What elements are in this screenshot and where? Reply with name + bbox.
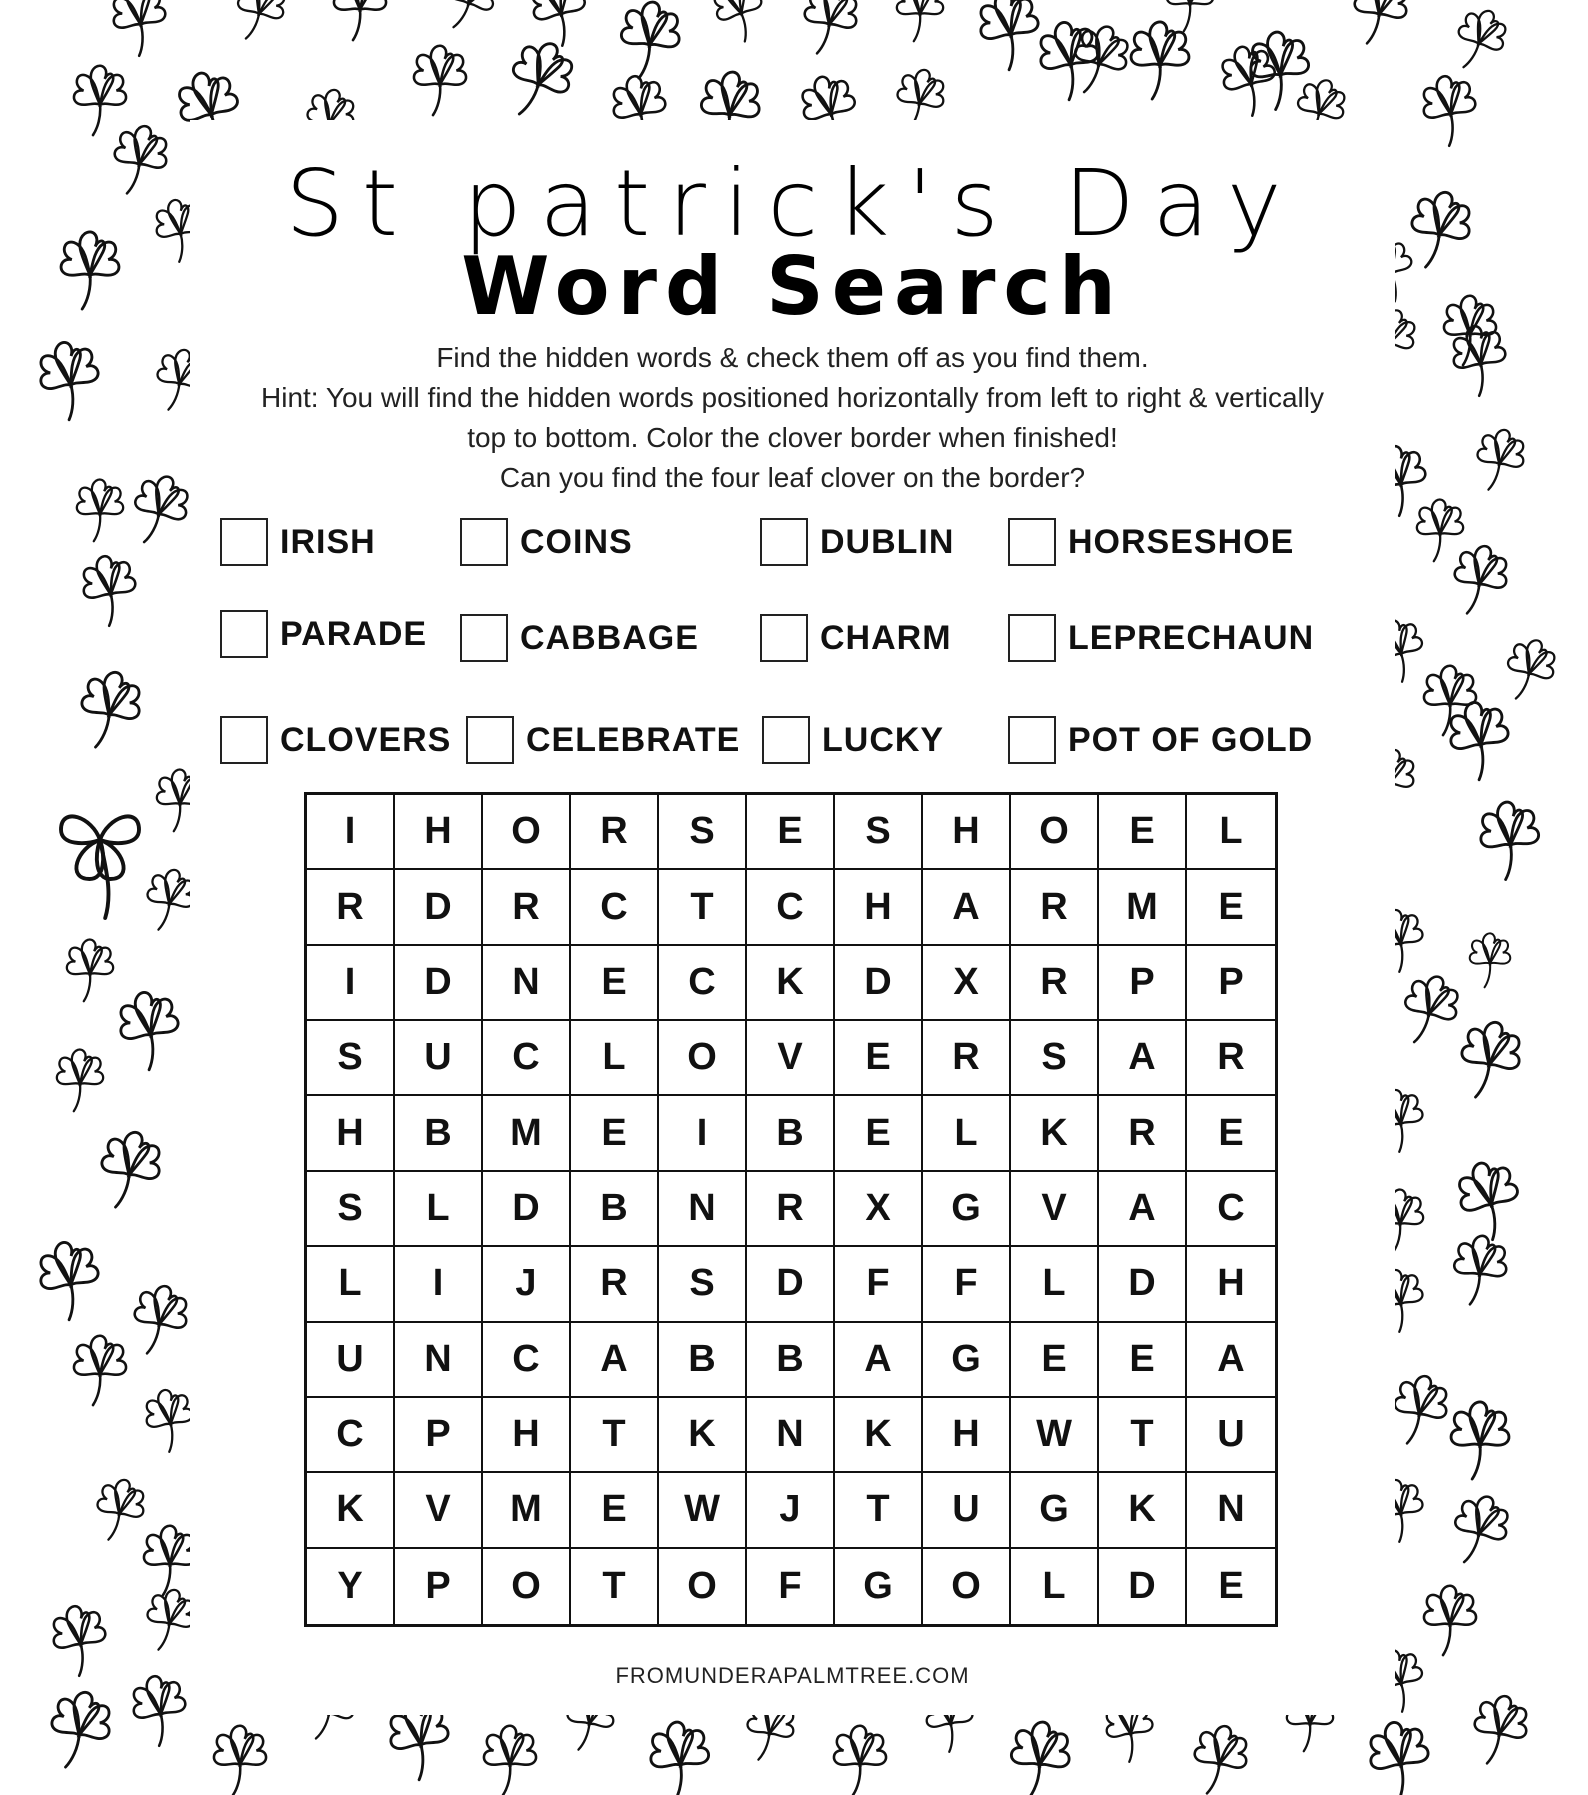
grid-cell[interactable]: D xyxy=(835,946,923,1021)
word-item xyxy=(460,614,699,662)
grid-cell[interactable]: W xyxy=(659,1473,747,1548)
grid-cell[interactable]: V xyxy=(395,1473,483,1548)
word-label: LEPRECHAUN xyxy=(1068,618,1315,657)
grid-cell[interactable]: F xyxy=(747,1549,835,1624)
word-label: CHARM xyxy=(820,618,952,657)
grid-cell[interactable]: R xyxy=(923,1021,1011,1096)
grid-cell[interactable]: U xyxy=(923,1473,1011,1548)
grid-cell[interactable]: K xyxy=(1011,1096,1099,1171)
shamrock-icon xyxy=(1451,1234,1509,1308)
shamrock-icon xyxy=(1066,20,1134,100)
shamrock-icon xyxy=(108,0,171,59)
shamrock-icon xyxy=(1445,697,1515,783)
grid-cell[interactable]: H xyxy=(835,870,923,945)
word-checkbox[interactable] xyxy=(760,614,808,662)
shamrock-icon xyxy=(48,1602,111,1679)
word-checkbox[interactable] xyxy=(220,518,268,566)
grid-cell[interactable]: E xyxy=(1218,1564,1244,1607)
word-checkbox[interactable] xyxy=(460,518,508,566)
grid-cell[interactable]: R xyxy=(747,1172,835,1247)
grid-cell[interactable]: E xyxy=(571,1096,659,1171)
grid-cell[interactable]: G xyxy=(923,1323,1011,1398)
grid-cell[interactable]: B xyxy=(571,1172,659,1247)
grid-cell[interactable]: T xyxy=(659,870,747,945)
shamrock-icon xyxy=(35,1237,105,1323)
grid-cell[interactable]: N xyxy=(395,1323,483,1398)
grid-cell[interactable]: H xyxy=(395,795,483,870)
grid-cell[interactable]: S xyxy=(307,1172,395,1247)
instruction-line: Find the hidden words & check them off as you find them. xyxy=(436,342,1149,373)
grid-cell[interactable]: I xyxy=(659,1096,747,1171)
grid-cell[interactable]: D xyxy=(483,1172,571,1247)
grid-cell[interactable]: U xyxy=(1187,1398,1275,1473)
shamrock-icon xyxy=(414,46,466,115)
grid-cell[interactable]: U xyxy=(395,1021,483,1096)
word-item xyxy=(220,716,451,764)
word-checkbox[interactable] xyxy=(220,716,268,764)
instruction-line: Can you find the four leaf clover on the border? xyxy=(499,462,1086,493)
grid-cell[interactable]: N xyxy=(747,1398,835,1473)
word-item xyxy=(1008,614,1314,662)
grid-cell[interactable]: X xyxy=(835,1172,923,1247)
shamrock-icon xyxy=(897,0,943,41)
grid-cell[interactable]: W xyxy=(1011,1398,1099,1473)
grid-cell[interactable]: H xyxy=(483,1398,571,1473)
shamrock-icon xyxy=(708,0,773,47)
shamrock-icon xyxy=(1500,635,1561,707)
word-item xyxy=(466,716,740,764)
grid-cell[interactable]: E xyxy=(1011,1323,1099,1398)
shamrock-icon xyxy=(798,0,861,59)
instructions xyxy=(190,338,1395,498)
grid-cell[interactable]: C xyxy=(659,946,747,1021)
grid-cell[interactable]: M xyxy=(483,1473,571,1548)
word-checkbox[interactable] xyxy=(760,518,808,566)
grid-cell[interactable]: L xyxy=(1011,1549,1099,1624)
grid-cell[interactable]: N xyxy=(1187,1473,1275,1548)
shamrock-icon xyxy=(1167,0,1213,31)
grid-cell[interactable]: P xyxy=(395,1398,483,1473)
shamrock-icon xyxy=(57,1050,103,1112)
grid-cell[interactable]: R xyxy=(483,870,571,945)
word-item xyxy=(1008,716,1313,764)
word-item xyxy=(1008,518,1294,566)
grid-cell[interactable]: A xyxy=(1099,1172,1187,1247)
shamrock-icon xyxy=(1417,500,1463,562)
grid-cell[interactable]: Y xyxy=(307,1549,395,1624)
grid-cell[interactable]: C xyxy=(483,1323,571,1398)
shamrock-icon xyxy=(1216,40,1284,120)
shamrock-icon xyxy=(1470,933,1511,987)
grid-cell[interactable]: E xyxy=(835,1021,923,1096)
grid-cell[interactable]: P xyxy=(395,1549,483,1624)
grid-cell[interactable]: L xyxy=(1011,1247,1099,1322)
word-item xyxy=(762,716,944,764)
grid-cell[interactable]: M xyxy=(483,1096,571,1171)
grid-cell[interactable]: H xyxy=(1187,1247,1275,1322)
shamrock-icon xyxy=(35,337,105,423)
shamrock-icon xyxy=(92,1476,148,1545)
grid-cell[interactable]: S xyxy=(659,795,747,870)
word-checkbox[interactable] xyxy=(466,716,514,764)
grid-cell[interactable]: S xyxy=(835,795,923,870)
shamrock-icon xyxy=(1365,1717,1435,1795)
grid-cell[interactable]: S xyxy=(659,1247,747,1322)
grid-cell[interactable]: R xyxy=(307,870,395,945)
grid-cell[interactable]: O xyxy=(483,795,571,870)
shamrock-icon xyxy=(526,0,594,51)
page-title-line1: St patrick's Day xyxy=(285,150,1300,257)
grid-cell[interactable]: G xyxy=(1011,1473,1099,1548)
grid-cell[interactable]: A xyxy=(1099,1021,1187,1096)
grid-cell[interactable]: E xyxy=(835,1096,923,1171)
shamrock-icon xyxy=(1455,1017,1525,1103)
grid-cell[interactable]: A xyxy=(923,870,1011,945)
grid-cell[interactable]: T xyxy=(835,1473,923,1548)
grid-cell[interactable]: C xyxy=(307,1398,395,1473)
grid-cell[interactable]: O xyxy=(659,1549,747,1624)
shamrock-icon xyxy=(1478,800,1542,882)
word-label: CELEBRATE xyxy=(526,720,741,759)
shamrock-icon xyxy=(75,667,145,753)
grid-cell[interactable]: T xyxy=(571,1549,659,1624)
grid-cell[interactable]: E xyxy=(1187,1096,1275,1171)
grid-cell[interactable]: V xyxy=(1011,1172,1099,1247)
grid-cell[interactable]: D xyxy=(395,870,483,945)
grid-cell[interactable]: K xyxy=(659,1398,747,1473)
grid-cell[interactable]: D xyxy=(747,1247,835,1322)
word-checkbox[interactable] xyxy=(1008,518,1056,566)
word-item xyxy=(220,518,376,566)
word-label: CABBAGE xyxy=(520,618,699,657)
grid-cell[interactable]: S xyxy=(307,1021,395,1096)
shamrock-icon xyxy=(1451,1402,1509,1479)
grid-cell[interactable]: B xyxy=(659,1323,747,1398)
shamrock-icon xyxy=(1348,0,1411,49)
grid-cell[interactable]: E xyxy=(747,795,835,870)
shamrock-icon xyxy=(499,34,580,126)
grid-cell[interactable]: N xyxy=(659,1172,747,1247)
word-checkbox[interactable] xyxy=(460,614,508,662)
footer-url: FROMUNDERAPALMTREE.COM xyxy=(615,1663,970,1688)
shamrock-icon xyxy=(1008,1720,1072,1795)
instruction-line: Hint: You will find the hidden words positioned horizontally from left to right & vertically xyxy=(261,382,1324,413)
word-label: COINS xyxy=(520,522,633,561)
grid-cell[interactable]: J xyxy=(747,1473,835,1548)
grid-cell[interactable]: L xyxy=(1187,795,1275,870)
grid-cell[interactable]: D xyxy=(1099,1549,1187,1624)
grid-cell[interactable]: S xyxy=(1011,1021,1099,1096)
shamrock-icon xyxy=(45,1687,115,1773)
word-item xyxy=(760,518,954,566)
shamrock-icon xyxy=(334,0,386,40)
word-search-grid xyxy=(304,792,1278,1627)
instruction-line: top to bottom. Color the clover border when finished! xyxy=(467,422,1118,453)
grid-cell[interactable]: F xyxy=(835,1247,923,1322)
shamrock-icon xyxy=(230,0,291,46)
shamrock-icon xyxy=(95,1127,165,1213)
word-checkbox[interactable] xyxy=(1008,716,1056,764)
shamrock-icon xyxy=(1472,426,1528,495)
grid-cell[interactable]: A xyxy=(1187,1323,1275,1398)
grid-cell[interactable]: R xyxy=(1187,1021,1275,1096)
shamrock-icon xyxy=(144,1526,196,1595)
grid-cell[interactable]: L xyxy=(395,1172,483,1247)
shamrock-icon xyxy=(1446,1490,1514,1570)
word-checkbox[interactable] xyxy=(762,716,810,764)
shamrock-icon xyxy=(1468,1692,1531,1769)
shamrock-icon xyxy=(1452,1156,1528,1245)
grid-cell[interactable]: R xyxy=(1099,1096,1187,1171)
grid-cell[interactable]: B xyxy=(395,1096,483,1171)
shamrock-icon xyxy=(115,987,185,1073)
grid-cell[interactable]: C xyxy=(747,870,835,945)
grid-cell[interactable]: V xyxy=(747,1021,835,1096)
grid-cell[interactable]: R xyxy=(1011,870,1099,945)
grid-cell[interactable]: D xyxy=(1099,1247,1187,1322)
word-label: IRISH xyxy=(280,522,376,561)
shamrock-icon xyxy=(74,66,126,135)
grid-cell[interactable]: C xyxy=(483,1021,571,1096)
grid-cell[interactable]: E xyxy=(1099,795,1187,870)
grid-cell[interactable]: B xyxy=(747,1323,835,1398)
grid-cell[interactable]: E xyxy=(571,1473,659,1548)
grid-cell[interactable]: R xyxy=(571,1247,659,1322)
shamrock-icon xyxy=(1188,1722,1251,1795)
grid-cell[interactable]: L xyxy=(571,1021,659,1096)
shamrock-icon xyxy=(128,1282,191,1359)
shamrock-icon xyxy=(67,940,113,1002)
grid-cell[interactable]: H xyxy=(923,795,1011,870)
grid-cell[interactable]: A xyxy=(835,1323,923,1398)
grid-cell[interactable]: K xyxy=(747,946,835,1021)
shamrock-icon xyxy=(1444,296,1496,365)
grid-cell[interactable]: O xyxy=(923,1549,1011,1624)
grid-cell[interactable]: D xyxy=(395,946,483,1021)
grid-cell[interactable]: B xyxy=(747,1096,835,1171)
grid-cell[interactable]: I xyxy=(307,795,395,870)
page-title-line2: Word Search xyxy=(461,240,1124,333)
grid-cell[interactable]: L xyxy=(923,1096,1011,1171)
grid-cell[interactable]: R xyxy=(571,795,659,870)
grid-cell[interactable]: A xyxy=(571,1323,659,1398)
shamrock-icon xyxy=(438,0,503,37)
word-label: POT OF GOLD xyxy=(1068,720,1314,759)
shamrock-icon xyxy=(61,232,119,309)
shamrock-icon xyxy=(1388,1372,1451,1449)
grid-cell[interactable]: I xyxy=(307,946,395,1021)
grid-cell[interactable]: C xyxy=(1187,1172,1275,1247)
grid-cell[interactable]: M xyxy=(1099,870,1187,945)
shamrock-icon xyxy=(648,1720,712,1795)
shamrock-icon xyxy=(214,1726,266,1795)
shamrock-icon xyxy=(834,1726,886,1795)
grid-cell[interactable]: P xyxy=(1099,946,1187,1021)
grid-cell[interactable]: K xyxy=(307,1473,395,1548)
grid-cell[interactable]: G xyxy=(835,1549,923,1624)
shamrock-icon xyxy=(975,0,1045,73)
grid-cell[interactable]: U xyxy=(307,1323,395,1398)
word-label: HORSESHOE xyxy=(1068,522,1295,561)
word-item xyxy=(460,518,633,566)
shamrock-icon xyxy=(1424,1586,1476,1655)
grid-cell[interactable]: X xyxy=(923,946,1011,1021)
grid-cell[interactable]: C xyxy=(571,870,659,945)
grid-cell[interactable]: E xyxy=(1099,1323,1187,1398)
grid-cell[interactable]: H xyxy=(307,1096,395,1171)
shamrock-icon xyxy=(74,1336,126,1405)
word-label: PARADE xyxy=(280,614,428,653)
grid-cell[interactable]: N xyxy=(483,946,571,1021)
grid-cell[interactable]: E xyxy=(1187,870,1275,945)
word-checkbox[interactable] xyxy=(220,610,268,658)
shamrock-icon xyxy=(108,122,171,199)
shamrock-icon xyxy=(1405,187,1475,273)
grid-cell[interactable]: T xyxy=(571,1398,659,1473)
grid-cell[interactable]: T xyxy=(1099,1398,1187,1473)
grid-cell[interactable]: K xyxy=(1099,1473,1187,1548)
shamrock-icon xyxy=(78,552,141,629)
shamrock-icon xyxy=(1131,22,1189,99)
grid-cell[interactable]: H xyxy=(923,1398,1011,1473)
word-label: DUBLIN xyxy=(820,522,955,561)
grid-cell[interactable]: P xyxy=(1187,946,1275,1021)
grid-cell[interactable]: R xyxy=(1011,946,1099,1021)
grid-cell[interactable]: I xyxy=(395,1247,483,1322)
grid-cell[interactable]: G xyxy=(923,1172,1011,1247)
shamrock-icon xyxy=(1418,72,1481,149)
grid-cell[interactable]: K xyxy=(835,1398,923,1473)
grid-cell[interactable]: L xyxy=(307,1247,395,1322)
word-item xyxy=(220,610,427,658)
grid-cell[interactable]: O xyxy=(1011,795,1099,870)
shamrock-icon xyxy=(1035,17,1105,103)
word-item xyxy=(760,614,952,662)
shamrock-icon xyxy=(77,480,123,542)
grid-cell[interactable]: O xyxy=(483,1549,571,1624)
grid-cell[interactable]: F xyxy=(923,1247,1011,1322)
word-label: CLOVERS xyxy=(280,720,452,759)
shamrock-icon xyxy=(128,1672,191,1749)
grid-cell[interactable]: O xyxy=(659,1021,747,1096)
shamrock-icon xyxy=(126,470,194,550)
word-label: LUCKY xyxy=(822,720,945,759)
grid-cell[interactable]: E xyxy=(571,946,659,1021)
grid-cell[interactable]: J xyxy=(483,1247,571,1322)
four-leaf-clover-icon xyxy=(61,816,139,918)
shamrock-icon xyxy=(1448,3,1513,77)
shamrock-icon xyxy=(1396,970,1464,1050)
word-checkbox[interactable] xyxy=(1008,614,1056,662)
shamrock-icon xyxy=(484,1726,536,1795)
shamrock-icon xyxy=(1448,542,1511,619)
shamrock-icon xyxy=(1248,30,1312,112)
shamrock-icon xyxy=(618,0,682,81)
